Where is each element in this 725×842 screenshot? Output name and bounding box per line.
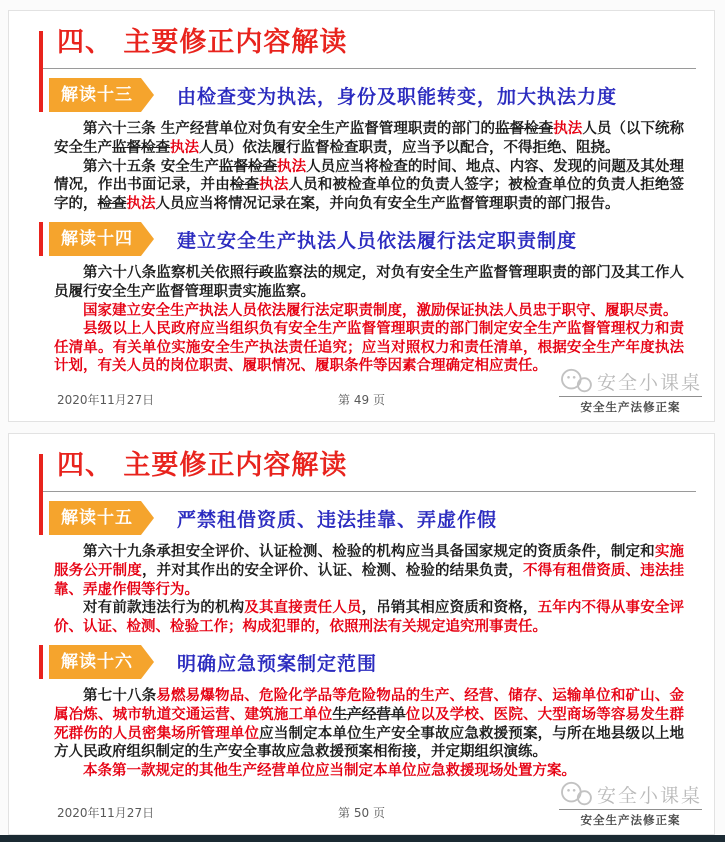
text-segment-strike: 生产经营单 [332, 706, 406, 723]
section-heading: 建立安全生产执法人员依法履行法定职责制度 [177, 229, 578, 252]
section-paragraphs [54, 120, 684, 213]
text-segment-strike: 行政 [244, 265, 274, 282]
text-segment-strike: 检查 [97, 195, 127, 212]
footer-page-number: 第 49 页 [338, 393, 385, 407]
section-paragraphs [54, 543, 684, 636]
slide-page-50 [8, 433, 715, 835]
text-segment-black: 第六十三条 生产经营单位对负有安全生产监督管理职责的部门的 [83, 121, 496, 138]
title-row [9, 11, 714, 59]
section-paragraphs [54, 264, 684, 376]
text-segment-black: 监察法的规定，对负有安全生产监督管理职责的部门及其工作人员履行安全生产监督管理职责实施监察。 [54, 265, 685, 300]
section-badge: 解读十四 [49, 222, 141, 256]
text-segment-red: 及其直接责任人员 [244, 600, 362, 617]
text-segment-black: 第六十九条承担安全评价、认证检测、检验的机构应当具备国家规定的资质条件，制定和 [83, 544, 655, 561]
chat-cat-icon [559, 367, 593, 395]
text-segment-black: 人员）依法履行监督检查职责，应当予以配合，不得拒绝、阻挠。 [199, 139, 620, 156]
brand-subtitle: 安全生产法修正案 [559, 809, 702, 828]
brand-name: 安全小课桌 [596, 784, 702, 807]
body-paragraph [54, 599, 684, 636]
section-paragraphs [54, 687, 684, 780]
section-heading: 由检查变为执法，身份及职能转变，加大执法力度 [177, 85, 618, 108]
title-divider [39, 491, 696, 492]
title-accent-bar [39, 31, 43, 89]
text-segment-red: 位以及学校、医院、大型商场等容易发生群死群伤的人员密集场所管理单位 [54, 706, 685, 742]
footer-date: 2020年11月27日 [57, 393, 155, 407]
text-segment-black: ，并对其作出的安全评价、认证、检测、检验的结果负责， [141, 562, 523, 579]
text-segment-strike: 监督检查 [495, 121, 554, 138]
section-heading: 明确应急预案制定范围 [177, 652, 378, 675]
text-segment-strike: 监督检查 [112, 139, 170, 156]
text-segment-red: 实施服务公开制度 [54, 544, 685, 579]
text-segment-red: 五年内不得从事安全评价、认证、检测、检验工作；构成犯罪的，依照刑法有关规定追究刑事责任。 [54, 600, 685, 635]
text-segment-strike: 检查 [229, 177, 260, 194]
chat-cat-icon [559, 780, 593, 808]
section-banner-row [39, 501, 698, 535]
text-segment-strike: 监督检查 [218, 158, 278, 175]
text-segment-black: ，吊销其相应资质和资格， [361, 600, 538, 617]
text-segment-black: 第六十五条 安全生产 [83, 158, 219, 175]
text-segment-black: 对有前款违法行为的机构 [83, 600, 245, 617]
text-segment-black: 应当制定本单位生产安全事故应急救援预案，与所在地县级以上地方人民政府组织制定的生产安全事故应急救援预案相衔接，并定期组织演练。 [54, 725, 685, 761]
title-accent-bar [39, 454, 43, 512]
slide-title: 四、 主要修正内容解读 [57, 27, 348, 58]
section-badge: 解读十五 [49, 501, 141, 535]
footer-date: 2020年11月27日 [57, 806, 155, 820]
text-segment-red: 易燃易爆物品、危险化学品等危险物品的生产、经营、储存、运输单位和矿山、金属冶炼、城市轨道交通运营、建筑施工单位 [54, 688, 684, 723]
body-paragraph: 县级以上人民政府应当组织负有安全生产监督管理职责的部门制定安全生产监督管理权力和责任清单。有关单位实施安全生产执法责任追究；应当对照权力和责任清单，根据安全生产年度执法计划，有关人员的岗位职责、履职情况、履职条件等因素合理确定相应责任。 [54, 321, 684, 375]
text-segment-red: 执法 [277, 158, 307, 175]
section-banner-row [39, 78, 698, 112]
bottom-border-bar [0, 835, 725, 842]
section-banner-row [39, 222, 698, 256]
body-paragraph [54, 158, 684, 214]
section-badge: 解读十三 [49, 78, 141, 112]
brand-name: 安全小课桌 [596, 371, 702, 394]
text-segment-red: 不得有租借资质、违法挂靠、弄虚作假等行为。 [54, 562, 685, 598]
text-segment-black: 人员应当将情况记录在案，并向负有安全生产监督管理职责的部门报告。 [155, 195, 620, 212]
watermark [559, 780, 702, 828]
slide-sections [9, 78, 714, 376]
body-paragraph [54, 120, 684, 157]
brand-subtitle: 安全生产法修正案 [559, 396, 702, 415]
title-divider [39, 68, 696, 69]
body-paragraph [54, 543, 684, 599]
body-paragraph [54, 264, 684, 301]
body-paragraph: 国家建立安全生产执法人员依法履行法定职责制度，激励保证执法人员忠于职守、履职尽责。 [83, 302, 678, 319]
body-paragraph [54, 687, 684, 761]
section-heading: 严禁租借资质、违法挂靠、弄虚作假 [177, 508, 498, 531]
text-segment-red: 执法 [259, 177, 289, 194]
watermark [559, 367, 702, 415]
slide-sections [9, 501, 714, 780]
text-segment-black: 第六十八条监察机关依照 [83, 265, 245, 282]
text-segment-black: 第七十八条 [83, 688, 157, 705]
accent-bar [39, 222, 43, 256]
slide-title: 四、 主要修正内容解读 [57, 450, 348, 481]
text-segment-black: 人员（以下统称安全生产 [54, 121, 685, 156]
title-row [9, 434, 714, 482]
brand-row [559, 780, 702, 808]
text-segment-black: 人员和被检查单位的负责人签字；被检查单位的负责人拒绝签字的， [54, 177, 685, 212]
text-segment-black: 人员应当将检查的时间、地点、内容、发现的问题及其处理情况，作出书面记录，并由 [54, 158, 684, 194]
body-paragraph: 本条第一款规定的其他生产经营单位应当制定本单位应急救援现场处置方案。 [83, 762, 576, 779]
text-segment-red: 执法 [553, 121, 583, 138]
slide-page-49 [8, 10, 715, 422]
brand-row [559, 367, 702, 395]
section-banner-row [39, 645, 698, 679]
text-segment-red: 执法 [126, 195, 156, 212]
footer-page-number: 第 50 页 [338, 806, 385, 820]
text-segment-red: 执法 [170, 139, 199, 156]
section-badge: 解读十六 [49, 645, 141, 679]
accent-bar [39, 645, 43, 679]
